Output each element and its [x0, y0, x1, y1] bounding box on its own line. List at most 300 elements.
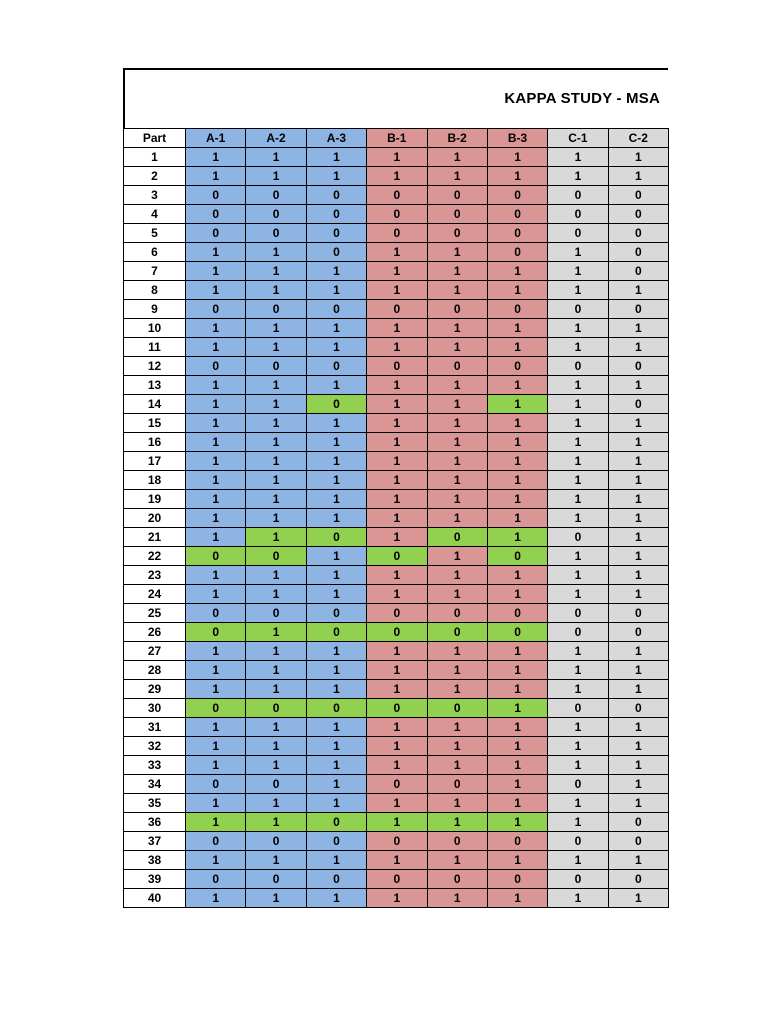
value-cell-b-3: 1: [487, 718, 547, 737]
column-header-c-2: C-2: [608, 129, 668, 148]
value-cell-a-1: 1: [186, 661, 246, 680]
value-cell-c-2: 1: [608, 680, 668, 699]
value-cell-b-2: 1: [427, 889, 487, 908]
part-cell: 26: [124, 623, 186, 642]
value-cell-b-1: 1: [367, 243, 427, 262]
value-cell-c-1: 1: [548, 642, 608, 661]
part-cell: 10: [124, 319, 186, 338]
value-cell-c-1: 1: [548, 661, 608, 680]
value-cell-c-1: 1: [548, 319, 608, 338]
value-cell-a-1: 0: [186, 604, 246, 623]
value-cell-a-2: 0: [246, 186, 306, 205]
value-cell-a-3: 1: [306, 167, 366, 186]
table-row: [124, 604, 669, 623]
value-cell-a-3: 1: [306, 661, 366, 680]
value-cell-b-1: 1: [367, 395, 427, 414]
value-cell-b-2: 0: [427, 699, 487, 718]
part-cell: 35: [124, 794, 186, 813]
value-cell-c-1: 1: [548, 281, 608, 300]
value-cell-b-2: 0: [427, 205, 487, 224]
value-cell-b-1: 0: [367, 870, 427, 889]
value-cell-c-1: 1: [548, 509, 608, 528]
value-cell-a-3: 1: [306, 319, 366, 338]
value-cell-b-2: 1: [427, 243, 487, 262]
value-cell-b-1: 0: [367, 300, 427, 319]
value-cell-b-3: 0: [487, 224, 547, 243]
value-cell-b-2: 1: [427, 490, 487, 509]
value-cell-b-3: 1: [487, 148, 547, 167]
page-title: KAPPA STUDY - MSA: [504, 90, 660, 107]
value-cell-c-2: 1: [608, 433, 668, 452]
value-cell-a-1: 0: [186, 832, 246, 851]
part-cell: 27: [124, 642, 186, 661]
value-cell-a-1: 1: [186, 509, 246, 528]
value-cell-b-2: 1: [427, 376, 487, 395]
value-cell-c-2: 0: [608, 243, 668, 262]
value-cell-b-2: 0: [427, 357, 487, 376]
table-row: [124, 680, 669, 699]
value-cell-a-2: 0: [246, 224, 306, 243]
value-cell-b-3: 0: [487, 870, 547, 889]
table-row: [124, 338, 669, 357]
value-cell-a-2: 1: [246, 395, 306, 414]
value-cell-b-2: 0: [427, 224, 487, 243]
table-row: [124, 775, 669, 794]
part-cell: 21: [124, 528, 186, 547]
value-cell-c-2: 1: [608, 471, 668, 490]
value-cell-b-3: 1: [487, 699, 547, 718]
value-cell-b-3: 0: [487, 604, 547, 623]
value-cell-b-3: 1: [487, 490, 547, 509]
value-cell-c-1: 0: [548, 775, 608, 794]
value-cell-b-1: 1: [367, 452, 427, 471]
value-cell-a-3: 1: [306, 566, 366, 585]
column-header-b-2: B-2: [427, 129, 487, 148]
value-cell-a-2: 1: [246, 281, 306, 300]
value-cell-c-2: 1: [608, 490, 668, 509]
value-cell-c-2: 1: [608, 509, 668, 528]
table-row: [124, 319, 669, 338]
table-row: [124, 642, 669, 661]
value-cell-c-1: 1: [548, 794, 608, 813]
value-cell-b-2: 0: [427, 870, 487, 889]
value-cell-c-1: 1: [548, 262, 608, 281]
value-cell-a-2: 1: [246, 376, 306, 395]
table-row: [124, 699, 669, 718]
value-cell-b-3: 1: [487, 167, 547, 186]
value-cell-c-1: 0: [548, 604, 608, 623]
value-cell-a-1: 1: [186, 813, 246, 832]
value-cell-a-1: 0: [186, 775, 246, 794]
value-cell-c-1: 1: [548, 167, 608, 186]
value-cell-c-2: 1: [608, 775, 668, 794]
value-cell-b-2: 0: [427, 300, 487, 319]
value-cell-c-1: 0: [548, 623, 608, 642]
value-cell-b-3: 1: [487, 414, 547, 433]
value-cell-b-2: 1: [427, 414, 487, 433]
part-cell: 29: [124, 680, 186, 699]
value-cell-b-3: 1: [487, 737, 547, 756]
table-row: [124, 813, 669, 832]
value-cell-c-1: 1: [548, 889, 608, 908]
value-cell-a-2: 0: [246, 357, 306, 376]
value-cell-c-2: 1: [608, 528, 668, 547]
value-cell-c-1: 1: [548, 737, 608, 756]
value-cell-b-2: 1: [427, 471, 487, 490]
value-cell-c-2: 0: [608, 832, 668, 851]
value-cell-a-2: 0: [246, 775, 306, 794]
value-cell-b-3: 1: [487, 376, 547, 395]
value-cell-a-1: 0: [186, 623, 246, 642]
value-cell-a-1: 1: [186, 642, 246, 661]
value-cell-a-2: 1: [246, 737, 306, 756]
part-cell: 4: [124, 205, 186, 224]
table-row: [124, 756, 669, 775]
value-cell-c-1: 0: [548, 224, 608, 243]
value-cell-b-1: 1: [367, 490, 427, 509]
value-cell-c-2: 0: [608, 623, 668, 642]
part-cell: 39: [124, 870, 186, 889]
value-cell-a-1: 1: [186, 490, 246, 509]
value-cell-a-1: 1: [186, 851, 246, 870]
value-cell-b-3: 0: [487, 186, 547, 205]
value-cell-a-1: 1: [186, 528, 246, 547]
value-cell-a-1: 1: [186, 262, 246, 281]
value-cell-a-3: 1: [306, 585, 366, 604]
value-cell-b-1: 1: [367, 680, 427, 699]
value-cell-a-2: 1: [246, 433, 306, 452]
value-cell-b-2: 1: [427, 148, 487, 167]
table-row: [124, 357, 669, 376]
value-cell-b-2: 1: [427, 813, 487, 832]
value-cell-c-1: 1: [548, 395, 608, 414]
value-cell-c-2: 1: [608, 794, 668, 813]
part-cell: 13: [124, 376, 186, 395]
value-cell-b-2: 0: [427, 528, 487, 547]
value-cell-a-2: 1: [246, 243, 306, 262]
value-cell-a-1: 1: [186, 889, 246, 908]
header-row: [124, 129, 669, 148]
value-cell-b-2: 1: [427, 452, 487, 471]
value-cell-a-2: 1: [246, 338, 306, 357]
value-cell-a-1: 1: [186, 395, 246, 414]
part-cell: 38: [124, 851, 186, 870]
value-cell-c-2: 1: [608, 414, 668, 433]
value-cell-b-3: 1: [487, 680, 547, 699]
value-cell-b-2: 1: [427, 262, 487, 281]
value-cell-a-1: 1: [186, 452, 246, 471]
value-cell-a-1: 0: [186, 357, 246, 376]
table-row: [124, 281, 669, 300]
value-cell-c-1: 1: [548, 547, 608, 566]
value-cell-b-3: 1: [487, 452, 547, 471]
value-cell-c-2: 1: [608, 547, 668, 566]
table-row: [124, 300, 669, 319]
table-row: [124, 566, 669, 585]
table-row: [124, 186, 669, 205]
value-cell-a-2: 1: [246, 167, 306, 186]
value-cell-a-2: 1: [246, 452, 306, 471]
value-cell-b-1: 1: [367, 718, 427, 737]
value-cell-a-3: 1: [306, 547, 366, 566]
table-row: [124, 414, 669, 433]
value-cell-c-2: 1: [608, 167, 668, 186]
value-cell-a-3: 1: [306, 509, 366, 528]
value-cell-a-1: 1: [186, 281, 246, 300]
value-cell-c-2: 1: [608, 585, 668, 604]
value-cell-a-1: 0: [186, 547, 246, 566]
value-cell-a-3: 1: [306, 642, 366, 661]
value-cell-a-1: 1: [186, 566, 246, 585]
part-cell: 34: [124, 775, 186, 794]
table-row: [124, 224, 669, 243]
value-cell-b-1: 1: [367, 471, 427, 490]
value-cell-c-1: 1: [548, 680, 608, 699]
value-cell-a-3: 1: [306, 471, 366, 490]
value-cell-b-2: 1: [427, 547, 487, 566]
column-header-a-3: A-3: [306, 129, 366, 148]
value-cell-a-3: 1: [306, 433, 366, 452]
value-cell-b-2: 1: [427, 680, 487, 699]
value-cell-b-1: 0: [367, 699, 427, 718]
part-cell: 15: [124, 414, 186, 433]
value-cell-b-2: 1: [427, 338, 487, 357]
value-cell-b-3: 0: [487, 205, 547, 224]
value-cell-a-1: 0: [186, 205, 246, 224]
value-cell-b-1: 1: [367, 528, 427, 547]
value-cell-c-1: 0: [548, 528, 608, 547]
value-cell-b-2: 0: [427, 186, 487, 205]
value-cell-b-1: 1: [367, 509, 427, 528]
value-cell-a-2: 0: [246, 699, 306, 718]
value-cell-b-1: 0: [367, 205, 427, 224]
value-cell-b-3: 0: [487, 623, 547, 642]
value-cell-a-1: 1: [186, 585, 246, 604]
value-cell-b-1: 0: [367, 357, 427, 376]
value-cell-b-1: 1: [367, 794, 427, 813]
value-cell-b-3: 1: [487, 319, 547, 338]
spreadsheet: [123, 68, 668, 908]
value-cell-b-3: 1: [487, 433, 547, 452]
value-cell-c-2: 0: [608, 699, 668, 718]
table-row: [124, 262, 669, 281]
value-cell-b-2: 1: [427, 566, 487, 585]
value-cell-a-2: 1: [246, 661, 306, 680]
value-cell-b-1: 1: [367, 889, 427, 908]
value-cell-a-1: 1: [186, 433, 246, 452]
value-cell-a-3: 0: [306, 224, 366, 243]
value-cell-b-2: 1: [427, 851, 487, 870]
value-cell-a-3: 1: [306, 262, 366, 281]
value-cell-c-1: 1: [548, 452, 608, 471]
value-cell-b-3: 1: [487, 281, 547, 300]
value-cell-b-2: 1: [427, 642, 487, 661]
value-cell-b-1: 0: [367, 832, 427, 851]
value-cell-c-2: 1: [608, 452, 668, 471]
value-cell-a-1: 1: [186, 338, 246, 357]
value-cell-a-1: 1: [186, 718, 246, 737]
value-cell-c-1: 1: [548, 471, 608, 490]
value-cell-b-1: 1: [367, 167, 427, 186]
value-cell-a-1: 1: [186, 680, 246, 699]
value-cell-a-2: 1: [246, 319, 306, 338]
value-cell-b-2: 1: [427, 718, 487, 737]
part-cell: 30: [124, 699, 186, 718]
value-cell-a-2: 1: [246, 490, 306, 509]
column-header-a-1: A-1: [186, 129, 246, 148]
value-cell-a-3: 0: [306, 832, 366, 851]
value-cell-c-2: 1: [608, 756, 668, 775]
value-cell-c-1: 0: [548, 832, 608, 851]
value-cell-b-2: 1: [427, 737, 487, 756]
value-cell-b-1: 1: [367, 338, 427, 357]
value-cell-a-1: 1: [186, 756, 246, 775]
value-cell-a-3: 1: [306, 851, 366, 870]
value-cell-b-3: 0: [487, 300, 547, 319]
value-cell-b-2: 1: [427, 433, 487, 452]
value-cell-a-3: 0: [306, 528, 366, 547]
table-header: [124, 129, 669, 148]
table-row: [124, 870, 669, 889]
part-cell: 2: [124, 167, 186, 186]
part-cell: 1: [124, 148, 186, 167]
value-cell-b-1: 1: [367, 756, 427, 775]
table-row: [124, 509, 669, 528]
value-cell-b-1: 0: [367, 547, 427, 566]
table-row: [124, 471, 669, 490]
value-cell-a-3: 0: [306, 300, 366, 319]
value-cell-c-1: 0: [548, 357, 608, 376]
value-cell-a-2: 1: [246, 718, 306, 737]
value-cell-b-2: 0: [427, 832, 487, 851]
title-box: [123, 68, 668, 128]
value-cell-a-2: 1: [246, 889, 306, 908]
value-cell-c-2: 0: [608, 395, 668, 414]
value-cell-a-3: 0: [306, 870, 366, 889]
value-cell-c-2: 1: [608, 737, 668, 756]
value-cell-c-2: 0: [608, 300, 668, 319]
value-cell-b-1: 1: [367, 319, 427, 338]
table-row: [124, 528, 669, 547]
value-cell-b-3: 1: [487, 528, 547, 547]
value-cell-b-2: 0: [427, 775, 487, 794]
value-cell-c-2: 1: [608, 376, 668, 395]
value-cell-a-3: 1: [306, 281, 366, 300]
value-cell-c-1: 0: [548, 870, 608, 889]
table-row: [124, 547, 669, 566]
column-header-part: Part: [124, 129, 186, 148]
value-cell-c-1: 1: [548, 148, 608, 167]
value-cell-b-1: 0: [367, 224, 427, 243]
table-row: [124, 718, 669, 737]
value-cell-a-3: 1: [306, 148, 366, 167]
value-cell-c-2: 0: [608, 186, 668, 205]
value-cell-a-1: 0: [186, 186, 246, 205]
value-cell-a-1: 1: [186, 794, 246, 813]
part-cell: 20: [124, 509, 186, 528]
value-cell-a-2: 1: [246, 414, 306, 433]
value-cell-a-2: 1: [246, 566, 306, 585]
value-cell-b-1: 0: [367, 604, 427, 623]
value-cell-b-2: 1: [427, 395, 487, 414]
column-header-c-1: C-1: [548, 129, 608, 148]
value-cell-c-1: 1: [548, 376, 608, 395]
value-cell-b-3: 1: [487, 395, 547, 414]
value-cell-a-2: 1: [246, 509, 306, 528]
table-row: [124, 148, 669, 167]
value-cell-a-1: 1: [186, 414, 246, 433]
kappa-table: [123, 128, 669, 908]
value-cell-b-3: 1: [487, 471, 547, 490]
value-cell-a-2: 0: [246, 205, 306, 224]
value-cell-c-1: 1: [548, 338, 608, 357]
value-cell-a-3: 0: [306, 699, 366, 718]
value-cell-c-2: 0: [608, 224, 668, 243]
value-cell-c-1: 1: [548, 756, 608, 775]
value-cell-b-2: 1: [427, 794, 487, 813]
table-row: [124, 433, 669, 452]
part-cell: 24: [124, 585, 186, 604]
part-cell: 33: [124, 756, 186, 775]
value-cell-b-1: 1: [367, 433, 427, 452]
part-cell: 37: [124, 832, 186, 851]
value-cell-a-3: 1: [306, 775, 366, 794]
value-cell-c-2: 0: [608, 813, 668, 832]
table-row: [124, 737, 669, 756]
value-cell-b-2: 1: [427, 585, 487, 604]
value-cell-b-3: 1: [487, 509, 547, 528]
value-cell-a-2: 1: [246, 623, 306, 642]
column-header-a-2: A-2: [246, 129, 306, 148]
part-cell: 16: [124, 433, 186, 452]
value-cell-c-2: 0: [608, 357, 668, 376]
value-cell-c-2: 1: [608, 566, 668, 585]
value-cell-a-2: 0: [246, 547, 306, 566]
value-cell-b-2: 1: [427, 756, 487, 775]
value-cell-a-3: 0: [306, 604, 366, 623]
value-cell-a-2: 1: [246, 148, 306, 167]
value-cell-b-3: 1: [487, 642, 547, 661]
part-cell: 5: [124, 224, 186, 243]
value-cell-a-1: 1: [186, 376, 246, 395]
value-cell-c-1: 0: [548, 205, 608, 224]
value-cell-b-3: 1: [487, 585, 547, 604]
value-cell-a-1: 1: [186, 243, 246, 262]
value-cell-a-3: 1: [306, 680, 366, 699]
value-cell-a-3: 1: [306, 452, 366, 471]
part-cell: 28: [124, 661, 186, 680]
value-cell-b-2: 1: [427, 509, 487, 528]
value-cell-b-1: 1: [367, 642, 427, 661]
value-cell-b-1: 1: [367, 566, 427, 585]
value-cell-b-1: 1: [367, 661, 427, 680]
part-cell: 25: [124, 604, 186, 623]
value-cell-c-2: 0: [608, 870, 668, 889]
value-cell-c-1: 1: [548, 433, 608, 452]
part-cell: 18: [124, 471, 186, 490]
value-cell-c-2: 0: [608, 262, 668, 281]
value-cell-b-3: 1: [487, 775, 547, 794]
value-cell-c-2: 1: [608, 642, 668, 661]
value-cell-b-3: 0: [487, 832, 547, 851]
value-cell-c-1: 1: [548, 585, 608, 604]
value-cell-a-2: 1: [246, 642, 306, 661]
value-cell-b-3: 1: [487, 889, 547, 908]
table-row: [124, 243, 669, 262]
table-row: [124, 395, 669, 414]
value-cell-a-3: 0: [306, 623, 366, 642]
value-cell-a-3: 1: [306, 756, 366, 775]
